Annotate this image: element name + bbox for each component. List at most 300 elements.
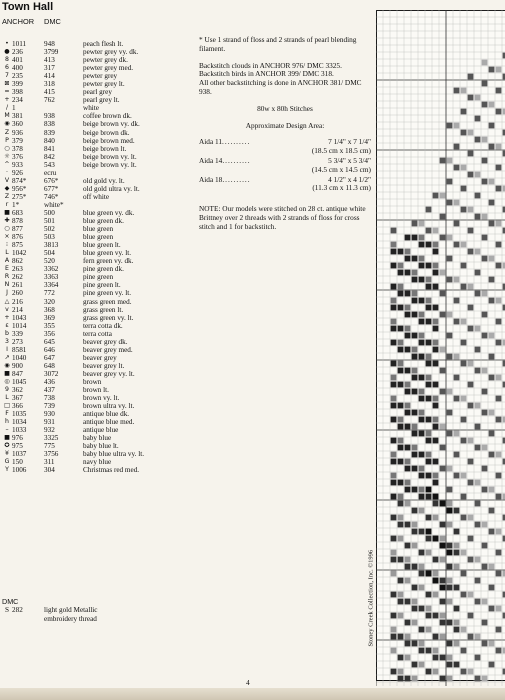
legend-row [2, 289, 198, 297]
anchor-code: 398 [12, 88, 23, 97]
aida-dots: .......... [222, 175, 251, 184]
color-description: beaver grey [83, 353, 117, 362]
legend-row [2, 354, 198, 362]
legend-symbol: 9 [5, 386, 9, 394]
dmc-code: 500 [44, 208, 55, 217]
legend-row [2, 378, 198, 386]
dmc-code: 738 [44, 394, 55, 403]
dmc-code: 948 [44, 40, 55, 48]
legend-symbol: 7 [5, 72, 9, 80]
dmc-code: 415 [44, 88, 55, 97]
dmc-code: 356 [44, 329, 55, 338]
color-description: beaver grey med. [83, 345, 133, 354]
color-description: grass green med. [83, 297, 132, 306]
legend-symbol: ◎ [4, 377, 10, 385]
legend-row [2, 72, 198, 80]
anchor-code: 878 [12, 217, 23, 226]
color-description: beige brown dk. [83, 128, 130, 137]
legend-symbol: 6 [5, 64, 9, 72]
anchor-code: 1037 [12, 450, 27, 459]
legend-row [2, 225, 198, 233]
color-description: old gold ultra vy. lt. [83, 184, 140, 193]
legend-symbol: V [4, 176, 10, 184]
legend-symbol: ✪ [4, 442, 10, 450]
anchor-code: 1042 [12, 249, 27, 258]
legend-row [2, 394, 198, 402]
legend-row [2, 80, 198, 88]
dmc-code: 501 [44, 217, 55, 226]
color-description: beaver grey lt. [83, 361, 125, 370]
color-description: blue green [83, 233, 114, 242]
color-description: blue green lt. [83, 241, 121, 250]
legend-row [2, 466, 198, 474]
dmc-code: 930 [44, 410, 55, 419]
anchor-code: 876 [12, 233, 23, 242]
legend-symbol: ε [5, 321, 9, 329]
dmc-code: 647 [44, 353, 55, 362]
dmc-code: 437 [44, 386, 55, 395]
dmc-code: 3799 [44, 48, 59, 57]
legend-symbol: G [4, 458, 10, 466]
legend-symbol: ■ [4, 208, 10, 216]
dmc-code: 839 [44, 128, 55, 137]
legend-row [2, 209, 198, 217]
legend-row [2, 265, 198, 273]
color-description: baby blue [83, 434, 112, 443]
legend-symbol: N [4, 281, 10, 289]
dmc-code: 368 [44, 305, 55, 314]
color-description: brown vy. lt. [83, 394, 120, 403]
instructions [199, 36, 371, 240]
legend-row [2, 330, 198, 338]
aida-sizes [199, 138, 371, 193]
anchor-code: 367 [12, 394, 23, 403]
color-description: beige brown med. [83, 136, 135, 145]
legend-row [2, 137, 198, 145]
aida-inches: 4 1/2" x 4 1/2" [328, 174, 371, 184]
color-description: antique blue [83, 426, 119, 435]
legend-symbol: △ [4, 297, 10, 305]
legend-row [2, 120, 198, 128]
legend-row [2, 145, 198, 153]
dmc-code: 841 [44, 144, 55, 153]
legend-row [2, 233, 198, 241]
legend-symbol: ✚ [4, 217, 10, 225]
color-description: pearl grey lt. [83, 96, 120, 105]
anchor-code: 401 [12, 56, 23, 65]
design-area-label: Approximate Design Area: [245, 120, 325, 130]
aida-cm: (18.5 cm x 18.5 cm) [311, 146, 371, 156]
legend-row [2, 402, 198, 410]
color-description: terra cotta [83, 329, 112, 338]
color-key-legend [2, 40, 198, 475]
aida-label: Aida 14 [199, 155, 223, 165]
legend-symbol: ⁝ [6, 241, 8, 249]
color-description: coffee brown dk. [83, 112, 132, 121]
anchor-code: 262 [12, 273, 23, 282]
legend-symbol: I [6, 345, 8, 353]
legend-row [2, 273, 198, 281]
legend-symbol: = [4, 88, 10, 96]
legend-row [2, 370, 198, 378]
legend-row [2, 88, 198, 96]
dmc-code: 932 [44, 426, 55, 435]
dmc-metallic-key [2, 597, 98, 624]
color-description: Christmas red med. [83, 466, 140, 475]
color-description: pewter grey med. [83, 64, 134, 73]
dmc-code: 436 [44, 377, 55, 386]
anchor-code: 235 [12, 72, 23, 81]
legend-symbol: Z [4, 192, 10, 200]
color-description: pine green [83, 273, 114, 282]
legend-symbol: • [5, 40, 9, 47]
color-description: white [83, 104, 99, 113]
dmc-code: 3813 [44, 241, 59, 250]
dmc-code: 739 [44, 402, 55, 411]
aida-size [199, 176, 371, 194]
legend-row [2, 298, 198, 306]
anchor-code: 1011 [12, 40, 27, 48]
anchor-code: 1034 [12, 418, 27, 427]
color-description: old gold vy. lt. [83, 176, 125, 185]
legend-symbol: – [5, 426, 9, 434]
dmc-code: 502 [44, 225, 55, 234]
anchor-code: 366 [12, 402, 23, 411]
dmc-code: 304 [44, 466, 55, 475]
color-description [83, 169, 198, 177]
anchor-code: 1014 [12, 321, 27, 330]
anchor-code: 1035 [12, 410, 27, 419]
aida-inches: 5 3/4" x 5 3/4" [328, 155, 371, 165]
color-description: brown lt. [83, 386, 109, 395]
legend-symbol: Y [5, 466, 9, 474]
anchor-code: 214 [12, 305, 23, 314]
legend-row [2, 450, 198, 458]
anchor-code: 956* [12, 184, 27, 193]
legend-row [2, 112, 198, 120]
legend-symbol: A [4, 257, 10, 265]
legend-symbol: r [5, 200, 9, 208]
anchor-code: 1 [12, 104, 16, 113]
anchor-code: 936 [12, 128, 23, 137]
legend-symbol: ↗ [4, 353, 10, 361]
legend-row [2, 96, 198, 104]
torn-page-edge [0, 688, 505, 700]
dmc-code: 677* [44, 184, 59, 193]
legend-symbol: ○ [4, 225, 10, 233]
metallic-code: 282 [12, 606, 23, 614]
anchor-code: 360 [12, 120, 23, 129]
dmc-code: 3364 [44, 281, 59, 290]
color-description: pewter grey vy. dk. [83, 48, 139, 57]
color-description: terra cotta dk. [83, 321, 123, 330]
anchor-code: 379 [12, 136, 23, 145]
color-description: beige brown vy. lt. [83, 152, 137, 161]
anchor-code: 376 [12, 152, 23, 161]
legend-symbol: P [5, 136, 9, 144]
color-description: off white [83, 192, 110, 201]
page-number: 4 [246, 678, 250, 687]
color-description: blue green [83, 225, 114, 234]
dmc-code: ecru [44, 168, 57, 177]
dmc-code: 311 [44, 458, 55, 467]
legend-row [2, 458, 198, 466]
legend-symbol: J [6, 289, 8, 297]
anchor-code: 234 [12, 96, 23, 105]
legend-row [2, 362, 198, 370]
aida-size [199, 138, 371, 156]
legend-row [2, 193, 198, 201]
dmc-code: 3362 [44, 265, 59, 274]
anchor-code: 1040 [12, 353, 27, 362]
dmc-code: 317 [44, 64, 55, 73]
legend-symbol: 8 [5, 56, 9, 64]
legend-row [2, 129, 198, 137]
dmc-code: 318 [44, 80, 55, 89]
dmc-code: 645 [44, 337, 55, 346]
legend-symbol: Z [4, 128, 10, 136]
color-description: pine green vy. lt. [83, 289, 132, 298]
legend-row [2, 257, 198, 265]
color-description: pewter grey dk. [83, 56, 128, 65]
metallic-symbol: S [5, 606, 9, 614]
dmc-code: 842 [44, 152, 55, 161]
dmc-code: 646 [44, 345, 55, 354]
legend-symbol: ○ [4, 144, 10, 152]
dmc-code: 414 [44, 72, 55, 81]
color-description: brown [83, 377, 102, 386]
legend-symbol: L [5, 394, 9, 402]
color-description: blue green vy. dk. [83, 208, 135, 217]
dmc-code: 355 [44, 321, 55, 330]
legend-symbol: ● [4, 48, 10, 56]
anchor-code: 378 [12, 144, 23, 153]
color-description: antique blue med. [83, 418, 135, 427]
color-description: pine green lt. [83, 281, 121, 290]
aida-inches: 7 1/4" x 7 1/4" [328, 137, 371, 147]
color-description: pewter grey [83, 72, 118, 81]
dmc-code: 838 [44, 120, 55, 129]
anchor-code: 862 [12, 257, 23, 266]
dmc-code: 931 [44, 418, 55, 427]
legend-symbol: ◆ [4, 184, 10, 192]
dmc-code: 746* [44, 192, 59, 201]
dmc-code: 320 [44, 297, 55, 306]
legend-symbol: ^ [4, 160, 10, 168]
legend-row [2, 322, 198, 330]
anchor-code: 260 [12, 289, 23, 298]
legend-symbol: ◉ [4, 361, 10, 369]
dmc-code: 772 [44, 289, 55, 298]
legend-symbol: ☼ [4, 152, 10, 160]
anchor-code: 1045 [12, 377, 27, 386]
color-description: grass green vy. lt. [83, 313, 134, 322]
anchor-code: 362 [12, 386, 23, 395]
anchor-code: 874* [12, 176, 27, 185]
legend-row [2, 161, 198, 169]
anchor-code: 1006 [12, 466, 27, 475]
color-description: peach flesh lt. [83, 40, 124, 48]
color-description: beaver grey vy. lt. [83, 369, 135, 378]
dmc-code: 3756 [44, 450, 59, 459]
anchor-code: 381 [12, 112, 23, 121]
legend-symbol: · [6, 168, 8, 176]
color-description: fern green vy. dk. [83, 257, 134, 266]
anchor-code: 8581 [12, 345, 27, 354]
legend-symbol: × [4, 233, 10, 241]
legend-row [2, 185, 198, 193]
aida-dots: .......... [222, 138, 251, 147]
color-description: baby blue ultra vy. lt. [83, 450, 145, 459]
color-description: antique blue dk. [83, 410, 130, 419]
anchor-code: 926 [12, 168, 23, 177]
legend-row [2, 306, 198, 314]
legend-row [2, 346, 198, 354]
color-description: grass green lt. [83, 305, 124, 314]
anchor-code: 933 [12, 160, 23, 169]
backstitch-clouds: Backstitch clouds in ANCHOR 976/ DMC 3325. [199, 60, 342, 70]
color-description [83, 201, 198, 209]
legend-symbol: h [5, 418, 9, 426]
legend-symbol: ■ [4, 434, 10, 442]
anchor-code: 975 [12, 442, 23, 451]
legend-symbol: M [4, 112, 10, 120]
legend-row [2, 201, 198, 209]
color-description: beige brown lt. [83, 144, 127, 153]
color-description: pearl grey [83, 88, 112, 97]
dmc-column-header: DMC [44, 17, 61, 26]
anchor-code: 1033 [12, 426, 27, 435]
stitch-count: 80w x 80h Stitches [257, 103, 313, 113]
legend-row [2, 40, 198, 48]
anchor-code: 339 [12, 329, 23, 338]
color-description: pewter grey lt. [83, 80, 125, 89]
aida-dots: .......... [222, 156, 251, 165]
dmc-code [44, 104, 83, 112]
legend-header [2, 17, 61, 26]
anchor-code: 1043 [12, 313, 27, 322]
legend-symbol: + [4, 96, 10, 104]
color-description: blue green vy. lt. [83, 249, 132, 258]
legend-row [2, 153, 198, 161]
legend-symbol: b [5, 329, 9, 337]
metallic-desc-line2: embroidery thread [44, 615, 97, 623]
legend-symbol: F [5, 410, 9, 418]
anchor-code: 150 [12, 458, 23, 467]
anchor-code: 273 [12, 337, 23, 346]
anchor-column-header: ANCHOR [2, 17, 35, 26]
legend-row [2, 169, 198, 177]
anchor-code: 236 [12, 48, 23, 57]
anchor-code: 900 [12, 361, 23, 370]
model-note: NOTE: Our models were stitched on 28 ct. antique white Brittney over 2 threads with 2 strands of floss for cross stitch and 1 for backstitch. [199, 204, 366, 231]
legend-symbol: / [5, 104, 9, 112]
legend-row [2, 56, 198, 64]
legend-symbol: ¥ [5, 450, 9, 458]
color-description: brown ultra vy. lt. [83, 402, 135, 411]
anchor-code: 216 [12, 297, 23, 306]
legend-row [2, 104, 198, 112]
dmc-code: 520 [44, 257, 55, 266]
dmc-code: 369 [44, 313, 55, 322]
legend-row [2, 217, 198, 225]
anchor-code: 847 [12, 369, 23, 378]
legend-row [2, 177, 198, 185]
legend-row [2, 314, 198, 322]
color-description: beaver grey dk. [83, 337, 128, 346]
legend-symbol: L [5, 249, 9, 257]
strand-note: * Use 1 strand of floss and 2 strands of pearl blending filament. [199, 35, 357, 53]
dmc-code: white* [44, 200, 64, 209]
dmc-code: 775 [44, 442, 55, 451]
anchor-code: 976 [12, 434, 23, 443]
page-title: Town Hall [2, 1, 54, 13]
legend-row [2, 410, 198, 418]
anchor-code: 400 [12, 64, 23, 73]
legend-row [2, 281, 198, 289]
legend-symbol: R [4, 273, 10, 281]
aida-cm: (14.5 cm x 14.5 cm) [311, 164, 371, 174]
aida-label: Aida 11 [199, 137, 223, 147]
anchor-code: 1* [12, 200, 20, 209]
anchor-code: 683 [12, 208, 23, 217]
legend-symbol: ■ [4, 369, 10, 377]
anchor-code: 877 [12, 225, 23, 234]
legend-symbol: ⊠ [4, 80, 10, 88]
dmc-code: 762 [44, 96, 55, 105]
legend-row [2, 442, 198, 450]
legend-row [2, 434, 198, 442]
dmc-code: 3072 [44, 369, 59, 378]
legend-row [2, 48, 198, 56]
color-description: blue green dk. [83, 217, 124, 226]
anchor-code: 275* [12, 192, 27, 201]
anchor-code: 875 [12, 241, 23, 250]
legend-row [2, 241, 198, 249]
legend-row [2, 386, 198, 394]
dmc-code: 938 [44, 112, 55, 121]
color-description: baby blue lt. [83, 442, 119, 451]
anchor-code: 261 [12, 281, 23, 290]
aida-cm: (11.3 cm x 11.3 cm) [312, 183, 371, 193]
dmc-code: 648 [44, 361, 55, 370]
anchor-code: 399 [12, 80, 23, 89]
dmc-label: DMC [2, 597, 19, 606]
legend-row [2, 64, 198, 72]
dmc-code: 543 [44, 160, 55, 169]
legend-symbol: □ [4, 402, 10, 410]
anchor-code: 263 [12, 265, 23, 274]
legend-row [2, 338, 198, 346]
legend-row [2, 418, 198, 426]
metallic-desc-line1: light gold Metallic [44, 606, 98, 614]
aida-size [199, 157, 371, 175]
dmc-code: 840 [44, 136, 55, 145]
color-description: pine green dk. [83, 265, 124, 274]
legend-row [2, 426, 198, 434]
color-description: beige brown vy. dk. [83, 120, 140, 129]
legend-symbol: ◉ [4, 120, 10, 128]
dmc-code: 676* [44, 176, 59, 185]
backstitch-other: All other backstitching is done in ANCHOR 381/ DMC 938. [199, 78, 362, 96]
color-description: beige brown vy. lt. [83, 160, 137, 169]
dmc-code: 3325 [44, 434, 59, 443]
backstitch-birds: Backstitch birds in ANCHOR 399/ DMC 318. [199, 69, 334, 79]
dmc-code: 504 [44, 249, 55, 258]
copyright-notice: Stoney Creek Collection, Inc. ©1996 [367, 549, 375, 647]
dmc-code: 413 [44, 56, 55, 65]
legend-symbol: + [4, 313, 10, 321]
